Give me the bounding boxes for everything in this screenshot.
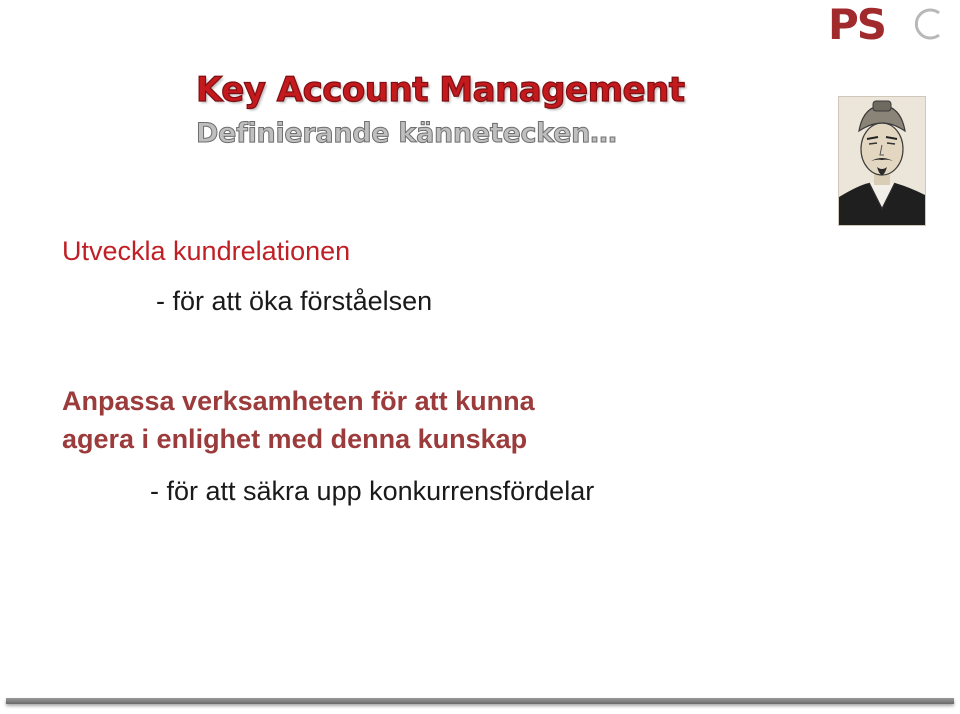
logo-c-icon — [914, 6, 942, 42]
bottom-divider — [6, 698, 954, 704]
scholar-portrait-icon — [838, 96, 926, 226]
slide-subtitle: Definierande kännetecken… — [196, 118, 617, 149]
point-1-detail: - för att öka förståelsen — [156, 286, 433, 316]
point-2-detail: - för att säkra upp konkurrensfördelar — [150, 476, 595, 506]
psc-logo — [828, 2, 944, 48]
point-1-heading: Utveckla kundrelationen — [62, 236, 351, 266]
point-2-heading-line-1: Anpassa verksamheten för att kunna — [62, 386, 535, 416]
logo-letters: PS — [828, 0, 886, 49]
slide-title: Key Account Management — [196, 70, 685, 110]
point-2-heading-line-2: agera i enlighet med denna kunskap — [62, 424, 528, 454]
